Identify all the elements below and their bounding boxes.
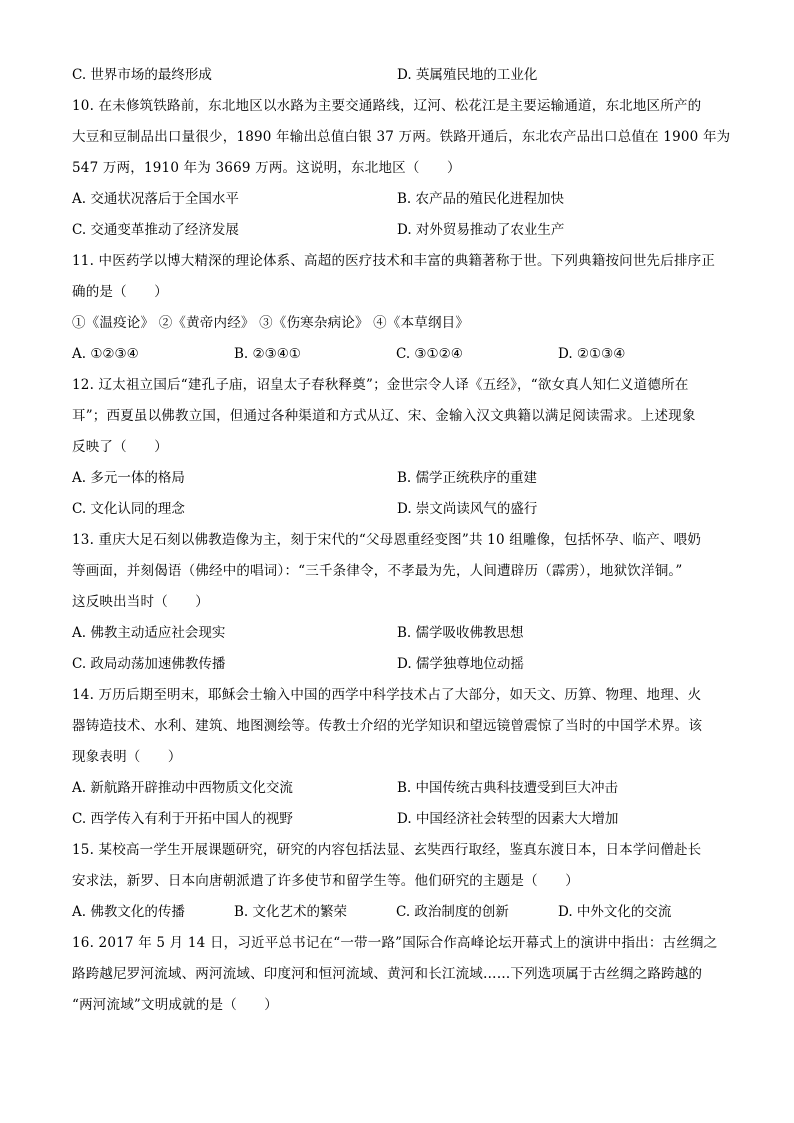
q13-stem-line-3: 这反映出当时（ ） [72,594,209,610]
q16-stem-line-3: “两河流域”文明成就的是（ ） [72,997,279,1013]
q16-stem-line-1: 16. 2017 年 5 月 14 日，习近平总书记在“一带一路”国际合作高峰论坛开幕式上的演讲中指出：古丝绸之 [72,935,718,951]
q13-options-row1 [72,618,722,649]
q13-option-d[interactable]: D. 儒学独尊地位动摇 [397,656,524,672]
q12-option-c[interactable]: C. 文化认同的理念 [72,501,185,517]
q14-option-c[interactable]: C. 西学传入有利于开拓中国人的视野 [72,811,293,827]
q11-option-b[interactable]: B. ②③④① [234,346,301,362]
q11-options-row [72,339,722,370]
q13-stem-line-1: 13. 重庆大足石刻以佛教造像为主，刻于宋代的“父母恩重经变图”共 10 组雕像，包括怀孕、临产、喂奶 [72,532,702,548]
question-13 [72,525,722,680]
q11-stem-line-3: ①《温疫论》 ②《黄帝内经》 ③《伤寒杂病论》 ④《本草纲目》 [72,315,470,331]
q9-options-row2 [72,60,722,91]
q13-options-row2 [72,649,722,680]
q13-option-c[interactable]: C. 政局动荡加速佛教传播 [72,656,226,672]
q14-stem-line-2: 器铸造技术、水利、建筑、地图测绘等。传教士介绍的光学知识和望远镜曾震惊了当时的中国学术界。该 [72,718,703,734]
question-16 [72,928,722,1021]
q11-option-c[interactable]: C. ③①②④ [396,346,463,362]
question-10 [72,91,731,246]
q10-options-row1 [72,184,722,215]
q10-option-c[interactable]: C. 交通变革推动了经济发展 [72,222,239,238]
q15-stem-line-2: 安求法，新罗、日本向唐朝派遣了许多使节和留学生等。他们研究的主题是（ ） [72,873,579,889]
q12-option-d[interactable]: D. 崇文尚读风气的盛行 [397,501,538,517]
q10-option-a[interactable]: A. 交通状况落后于全国水平 [72,191,239,207]
q14-option-d[interactable]: D. 中国经济社会转型的因素大大增加 [397,811,619,827]
q13-option-a[interactable]: A. 佛教主动适应社会现实 [72,625,226,641]
q15-option-c[interactable]: C. 政治制度的创新 [396,904,509,920]
q9-option-c[interactable]: C. 世界市场的最终形成 [72,67,212,83]
q13-stem-line-2: 等画面，并刻偈语（佛经中的唱词）：“三千条律令，不孝最为先，人间遭辟历（霹雳），地狱饮洋铜。” [72,563,683,579]
q12-option-a[interactable]: A. 多元一体的格局 [72,470,185,486]
q14-stem-line-1: 14. 万历后期至明末，耶稣会士输入中国的西学中科学技术占了大部分，如天文、历算、物理、地理、火 [72,687,702,703]
q10-option-d[interactable]: D. 对外贸易推动了农业生产 [397,222,565,238]
q10-options-row2 [72,215,722,246]
q14-option-a[interactable]: A. 新航路开辟推动中西物质文化交流 [72,780,293,796]
q9-option-d[interactable]: D. 英属殖民地的工业化 [397,67,538,83]
q14-stem-line-3: 现象表明（ ） [72,749,182,765]
question-15 [72,835,722,928]
q10-stem-line-3: 547 万两，1910 年为 3669 万两。这说明，东北地区（ ） [72,160,461,176]
q15-stem-line-1: 15. 某校高一学生开展课题研究，研究的内容包括法显、玄奘西行取经，鉴真东渡日本，日本学问僧赴长 [72,842,702,858]
q11-option-a[interactable]: A. ①②③④ [72,346,139,362]
question-11 [72,246,722,370]
q10-option-b[interactable]: B. 农产品的殖民化进程加快 [397,191,565,207]
q12-options-row1 [72,463,722,494]
q14-options-row2 [72,804,722,835]
q11-stem-line-1: 11. 中医药学以博大精深的理论体系、高超的医疗技术和丰富的典籍著称于世。下列典籍按问世先后排序正 [72,253,716,269]
q15-option-a[interactable]: A. 佛教文化的传播 [72,904,185,920]
q13-option-b[interactable]: B. 儒学吸收佛教思想 [397,625,524,641]
q15-options-row [72,897,722,928]
q11-option-d[interactable]: D. ②①③④ [558,346,626,362]
q14-options-row1 [72,773,722,804]
q12-options-row2 [72,494,722,525]
exam-page [72,60,731,1021]
q10-stem-line-2: 大豆和豆制品出口量很少，1890 年输出总值白银 37 万两。铁路开通后，东北农产品出口总值在 1900 年为 [72,129,731,145]
q12-stem-line-1: 12. 辽太祖立国后“建孔子庙，诏皇太子春秋释奠”；金世宗令人译《五经》，“欲女真人知仁义道德所在 [72,377,689,393]
q15-option-b[interactable]: B. 文化艺术的繁荣 [234,904,348,920]
q11-stem-line-2: 确的是（ ） [72,284,168,300]
q10-stem-line-1: 10. 在未修筑铁路前，东北地区以水路为主要交通路线，辽河、松花江是主要运输通道，东北地区所产的 [72,98,702,114]
q15-option-d[interactable]: D. 中外文化的交流 [558,904,672,920]
q12-option-b[interactable]: B. 儒学正统秩序的重建 [397,470,538,486]
q14-option-b[interactable]: B. 中国传统古典科技遭受到巨大冲击 [397,780,619,796]
question-12 [72,370,722,525]
q12-stem-line-2: 耳”；西夏虽以佛教立国，但通过各种渠道和方式从辽、宋、金输入汉文典籍以满足阅读需求。上述现象 [72,408,696,424]
q12-stem-line-3: 反映了（ ） [72,439,168,455]
question-14 [72,680,722,835]
q16-stem-line-2: 路跨越尼罗河流域、两河流域、印度河和恒河流域、黄河和长江流域……下列选项属于古丝绸之路跨越的 [72,966,703,982]
